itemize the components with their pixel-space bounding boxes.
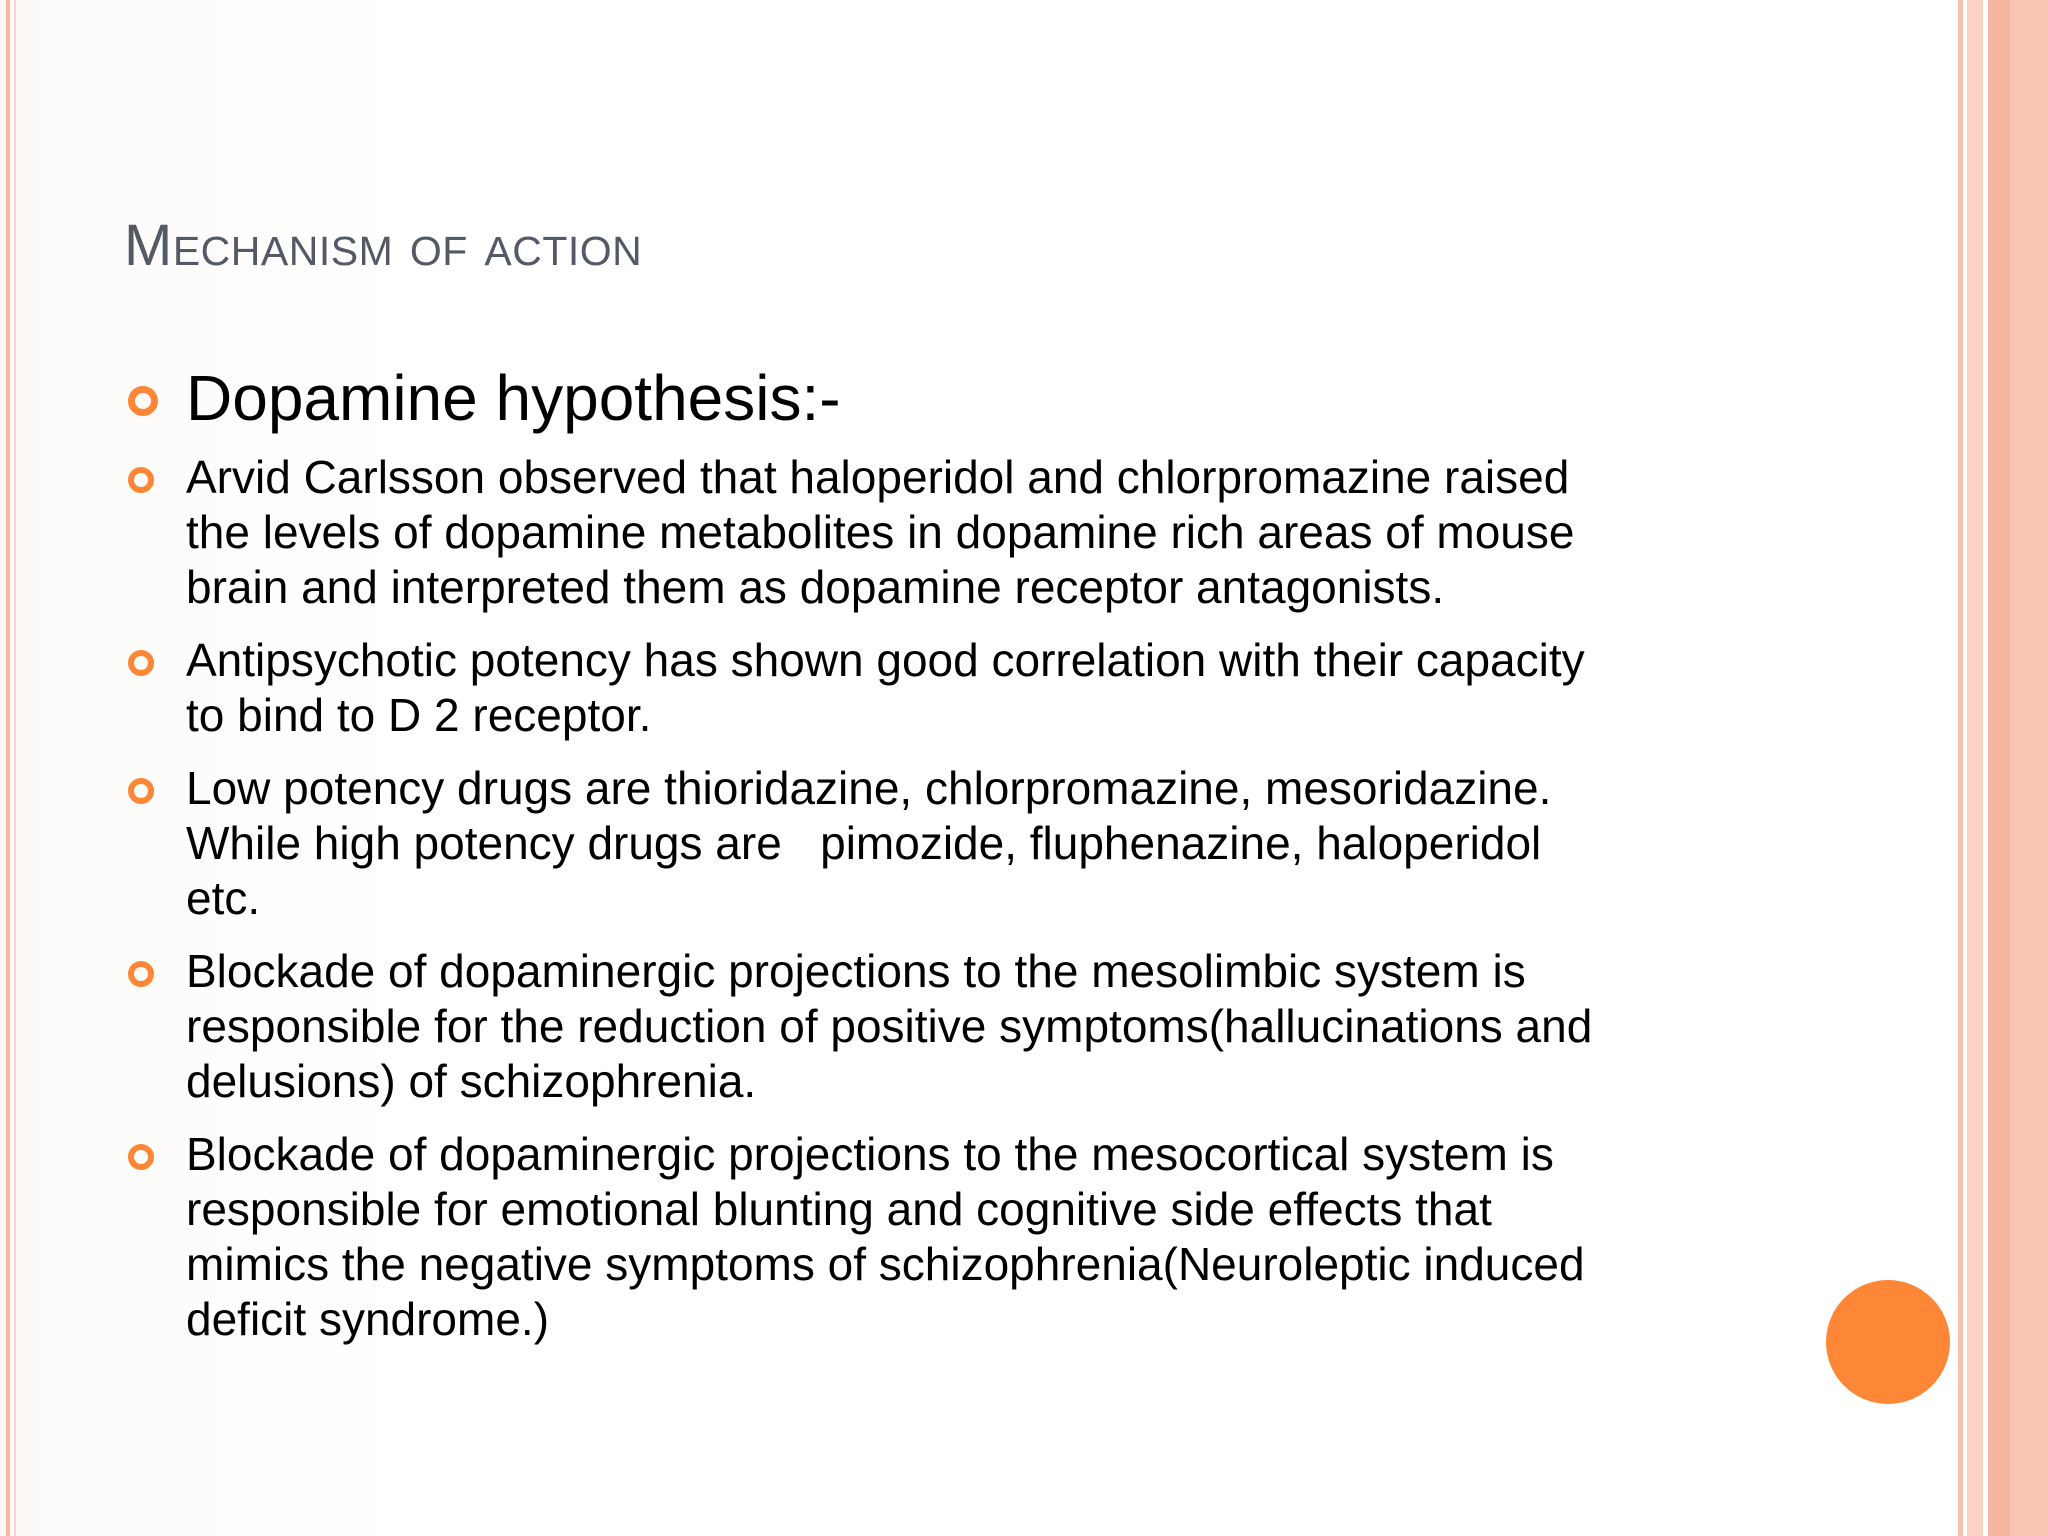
- bullet-ring-icon: [128, 778, 154, 804]
- bullet-list: [124, 360, 1764, 1365]
- right-decor-stripe: [1988, 0, 2010, 1536]
- right-decor-stripe: [1958, 0, 1963, 1536]
- bullet-text: Blockade of dopaminergic projections to the mesocortical system is responsible for emotional blunting and cognitive side effects that mimics the negative symptoms of schizophrenia(Neuroleptic induced deficit syndrome.): [186, 1128, 1585, 1345]
- bullet-text: Dopamine hypothesis:-: [186, 362, 841, 434]
- right-decor-stripe: [1967, 0, 1983, 1536]
- bullet-ring-icon: [128, 650, 154, 676]
- bullet-ring-icon: [128, 961, 154, 987]
- bullet-ring-icon: [128, 467, 154, 493]
- bullet-item-carlsson: [124, 450, 1764, 615]
- bullet-item-mesocortical: [124, 1127, 1764, 1347]
- bullet-text: Antipsychotic potency has shown good correlation with their capacity to bind to D 2 receptor.: [186, 634, 1585, 741]
- bullet-item-dopamine-hypothesis: [124, 360, 1764, 436]
- bullet-ring-icon: [128, 386, 158, 416]
- left-border-line: [6, 0, 10, 1536]
- left-border-line-inner: [14, 0, 16, 1536]
- right-decor-stripe: [2010, 0, 2048, 1536]
- bullet-text: Low potency drugs are thioridazine, chlorpromazine, mesoridazine. While high potency drugs are pimozide, fluphenazine, haloperidol etc.: [186, 762, 1552, 924]
- bullet-item-mesolimbic: [124, 944, 1764, 1109]
- bullet-item-potency-drugs: [124, 761, 1764, 926]
- bullet-ring-icon: [128, 1144, 154, 1170]
- bullet-text: Blockade of dopaminergic projections to the mesolimbic system is responsible for the reduction of positive symptoms(hallucinations and delusions) of schizophrenia.: [186, 945, 1593, 1107]
- slide-title: Mechanism of action: [124, 213, 643, 278]
- decorative-circle: [1826, 1280, 1950, 1404]
- bullet-text: Arvid Carlsson observed that haloperidol and chlorpromazine raised the levels of dopamine metabolites in dopamine rich areas of mouse brain and interpreted them as dopamine receptor antagonists.: [186, 451, 1575, 613]
- bullet-item-potency-correlation: [124, 633, 1764, 743]
